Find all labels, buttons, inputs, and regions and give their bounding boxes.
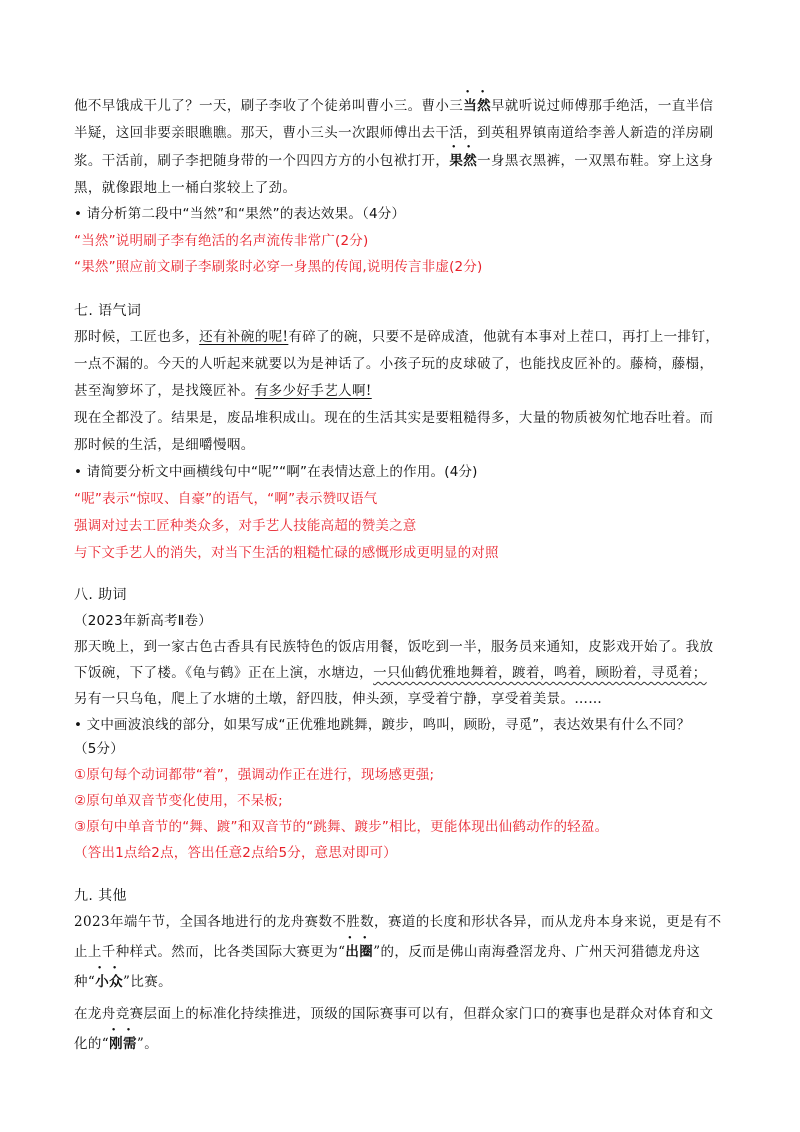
s7-answer-2: 强调对过去工匠种类众多，对手艺人技能高超的赞美之意 bbox=[74, 518, 417, 534]
s6-para-line-1: 他不早饿成干儿了？一天，刷子李收了个徒弟叫曹小三。曹小三• • 当然早就听说过师傅那手绝活，一直半信 bbox=[74, 96, 713, 116]
s9-para-line-4: 在龙舟竞赛层面上的标准化持续推进，顶级的国际赛事可以有，但群众家门口的赛事也是群众对体育和文 bbox=[74, 1006, 714, 1022]
s6-para-line-3: 浆。干活前，刷子李把随身带的一个四四方方的小包袱打开，• • 果然一身黑衣黑裤，一双黑布鞋。穿上这身 bbox=[74, 151, 713, 171]
s9-para-line-2: 止上千种样式。然而，比各类国际大赛更为“• • 出圈”的，反而是佛山南海叠滘龙舟、广州天河猎德龙舟这 bbox=[74, 942, 700, 962]
s9-heading: 九. 其他 bbox=[74, 888, 127, 904]
s6-answer-1: “当然”说明刷子李有绝活的名声流传非常广(2分) bbox=[74, 233, 369, 249]
underlined-sentence-a: 有多少好手艺人啊! bbox=[254, 383, 372, 399]
s8-para-line-1: 那天晚上，到一家古色古香具有民族特色的饭店用餐，饭吃到一半，服务员来通知，皮影戏开始了。我放 bbox=[74, 639, 714, 655]
wavy-underlined-sentence: 一只仙鹤优雅地舞着，踱着，鸣着，顾盼着，寻觅着； bbox=[373, 665, 707, 681]
s6-question: • 请分析第二段中“当然”和“果然”的表达效果。（4分） bbox=[74, 206, 406, 222]
s7-para-line-1: 那时候，工匠也多，还有补碗的呢!有碎了的碗，只要不是碎成渣，他就有本事对上茬口，再打上一排钉， bbox=[74, 329, 720, 345]
underlined-sentence-ne: 还有补碗的呢! bbox=[199, 329, 289, 345]
s8-question-score: （5分） bbox=[74, 741, 124, 757]
s9-para-line-3: 种“• • 小众”比赛。 bbox=[74, 972, 172, 992]
s7-heading: 七. 语气词 bbox=[74, 303, 142, 319]
s7-para-line-5: 那时候的生活，是细嚼慢咽。 bbox=[74, 437, 255, 453]
emphasis-guoran: • • 果然 bbox=[449, 153, 477, 169]
s7-question: • 请简要分析文中画横线句中“呢”“啊”在表情达意上的作用。(4分) bbox=[74, 464, 478, 480]
s8-answer-3: ③原句中单音节的“舞、踱”和双音节的“跳舞、踱步”相比，更能体现出仙鹤动作的轻盈。 bbox=[74, 819, 609, 835]
s8-para-line-2: 下饭碗，下了楼。《龟与鹤》正在上演，水塘边，一只仙鹤优雅地舞着，踱着，鸣着，顾盼着，寻觅着； bbox=[74, 665, 707, 681]
s8-para-line-3: 另有一只乌龟，爬上了水塘的土墩，舒四肢，伸头颈，享受着宁静，享受着美景。…… bbox=[74, 691, 603, 707]
s8-answer-1: ①原句每个动词都带“着”，强调动作正在进行，现场感更强; bbox=[74, 767, 435, 783]
s6-answer-2: “果然”照应前文刷子李刷浆时必穿一身黑的传闻,说明传言非虚(2分) bbox=[74, 259, 483, 275]
s8-source: （2023年新高考Ⅱ卷） bbox=[74, 613, 212, 629]
s7-para-line-4: 现在全都没了。结果是，废品堆积成山。现在的生活其实是要粗糙得多，大量的物质被匆忙地吞吐着。而 bbox=[74, 410, 714, 426]
s9-para-line-1: 2023年端午节，全国各地进行的龙舟赛数不胜数，赛道的长度和形状各异，而从龙舟本身来说，更是有不 bbox=[74, 914, 722, 930]
s8-scoring-note: （答出1点给2点，答出任意2点给5分，意思对即可） bbox=[74, 845, 397, 861]
s7-answer-3: 与下文手艺人的消失，对当下生活的粗糙忙碌的感慨形成更明显的对照 bbox=[74, 545, 499, 561]
s8-answer-2: ②原句单双音节变化使用，不呆板; bbox=[74, 793, 283, 809]
emphasis-gangxu: • • 刚需 bbox=[109, 1036, 137, 1052]
s8-heading: 八. 助词 bbox=[74, 587, 127, 603]
s7-para-line-2: 一点不漏的。今天的人听起来就要以为是神话了。小孩子玩的皮球破了，也能找皮匠补的。藤椅，藤榻， bbox=[74, 356, 714, 372]
s6-para-line-2: 半疑，这回非要亲眼瞧瞧。那天，曹小三头一次跟师傅出去干活，到英租界镇南道给李善人新造的洋房刷 bbox=[74, 125, 714, 141]
emphasis-dangran: • • 当然 bbox=[463, 98, 491, 114]
s7-para-line-3: 甚至淘箩坏了，是找篾匠补。有多少好手艺人啊! bbox=[74, 383, 372, 399]
s6-para-line-4: 黑，就像跟地上一桶白浆较上了劲。 bbox=[74, 180, 297, 196]
s8-question: • 文中画波浪线的部分，如果写成“正优雅地跳舞，踱步，鸣叫，顾盼，寻觅”，表达效果有什么不同？ bbox=[74, 717, 691, 733]
emphasis-xiaozhong: • • 小众 bbox=[95, 974, 123, 990]
s7-answer-1: “呢”表示“惊叹、自豪”的语气，“啊”表示赞叹语气 bbox=[74, 491, 378, 507]
emphasis-chuquan: • • 出圈 bbox=[345, 944, 373, 960]
s9-para-line-5: 化的“• • 刚需”。 bbox=[74, 1034, 158, 1054]
